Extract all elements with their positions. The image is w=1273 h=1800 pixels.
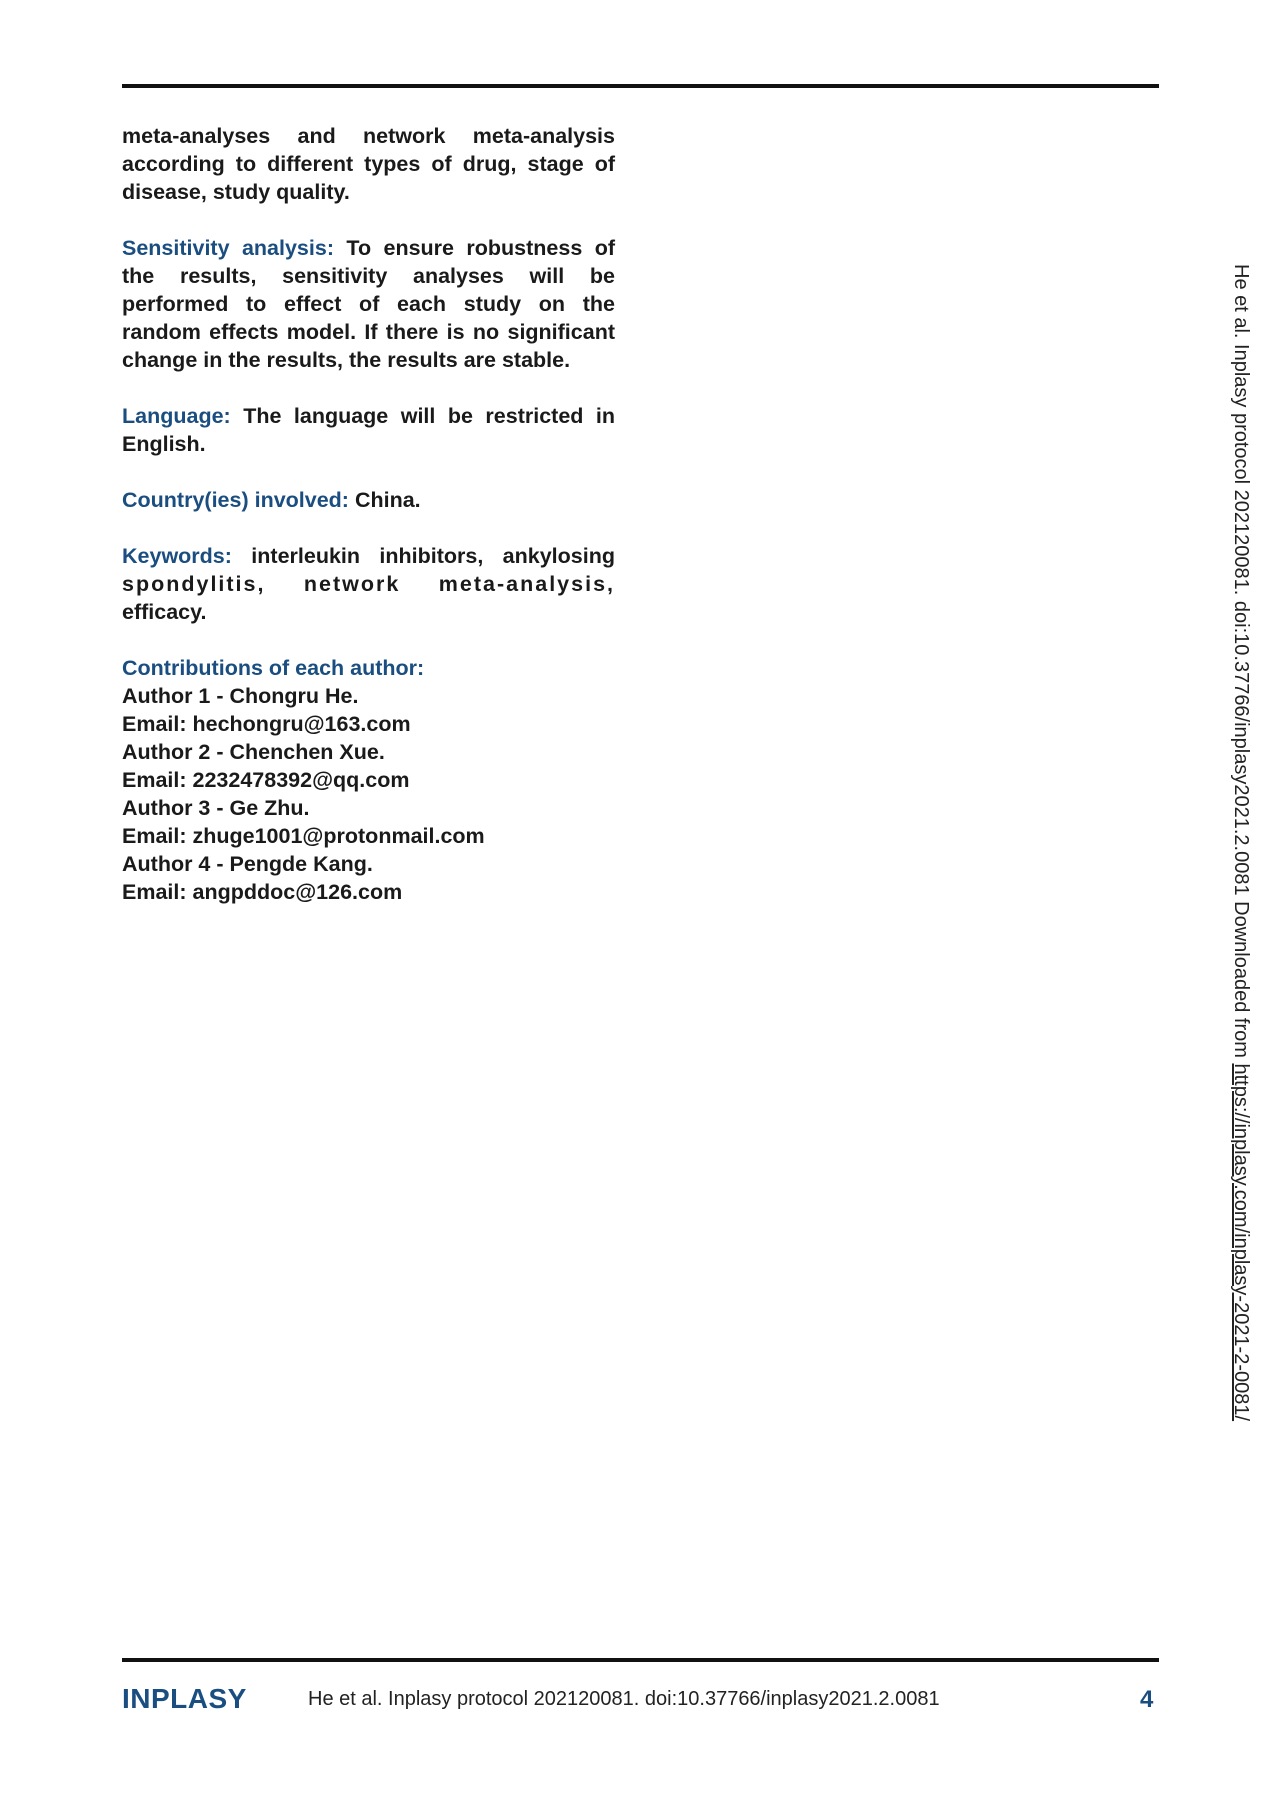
author-email: Email: hechongru@163.com [122,712,411,736]
side-citation [1229,264,1252,1421]
language-text: The language will be restricted in English. [122,404,615,456]
author-line: Author 4 - Pengde Kang. [122,852,373,876]
contributions-label: Contributions of each author: [122,656,425,680]
author-line: Author 1 - Chongru He. [122,684,359,708]
sensitivity-paragraph [122,234,615,374]
footer-brand-logo: INPLASY [122,1683,247,1714]
footer-rule [122,1658,1159,1662]
language-label: Language: [122,404,231,428]
language-paragraph [122,402,615,458]
contributions-section [122,654,615,906]
author-email: Email: zhuge1001@protonmail.com [122,824,485,848]
keywords-text-line1: interleukin inhibitors, ankylosing [251,544,615,568]
keywords-label: Keywords: [122,544,232,568]
country-label: Country(ies) involved: [122,488,349,512]
keywords-text-line3: efficacy. [122,600,207,624]
sensitivity-text: To ensure robustness of the results, sensitivity analyses will be performed to effect of each study on the random effects model. If there is no significant change in the results, the results are stable. [122,236,615,372]
country-text: China. [354,488,421,512]
intro-paragraph: meta-analyses and network meta-analysis according to different types of drug, stage of disease, study quality. [122,124,615,204]
country-paragraph [122,486,615,514]
main-text-column [122,122,615,906]
author-line: Author 2 - Chenchen Xue. [122,740,385,764]
side-citation-text: He et al. Inplasy protocol 202120081. doi:10.37766/inplasy2021.2.0081 Downloaded from [1230,264,1252,1064]
author-email: Email: 2232478392@qq.com [122,768,410,792]
keywords-paragraph [122,542,615,626]
author-line: Author 3 - Ge Zhu. [122,796,310,820]
sensitivity-label: Sensitivity analysis: [122,236,334,260]
side-citation-link[interactable]: https://inplasy.com/inplasy-2021-2-0081/ [1230,1063,1252,1422]
footer-citation: He et al. Inplasy protocol 202120081. doi:10.37766/inplasy2021.2.0081 [308,1688,940,1710]
header-rule [122,84,1159,88]
keywords-text-line2: spondylitis, network meta-analysis, [122,572,615,596]
author-email: Email: angpddoc@126.com [122,880,403,904]
page-number: 4 [1140,1686,1154,1713]
